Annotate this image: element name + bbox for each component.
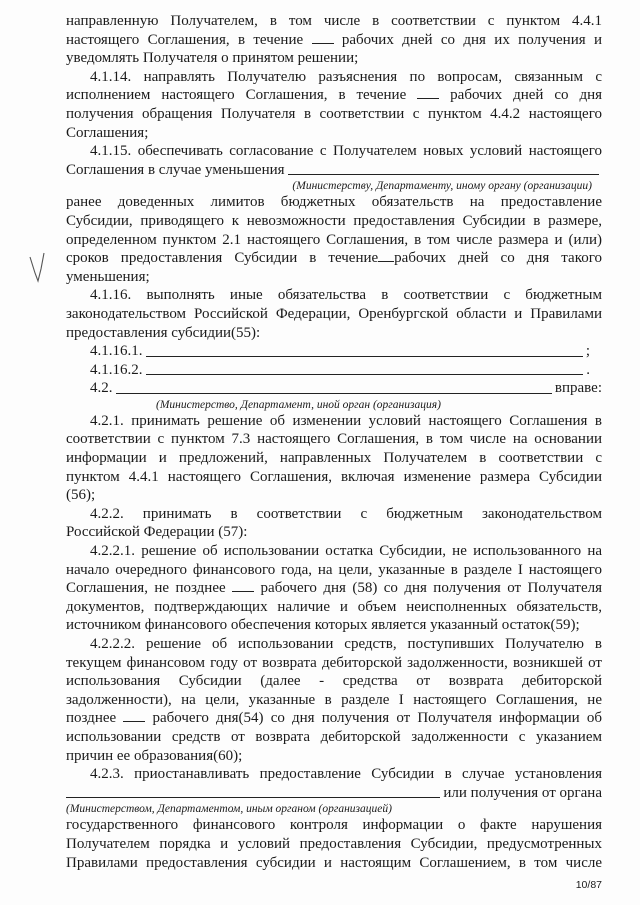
page-number: 10/87	[575, 879, 602, 891]
clause-4-1-16-2: 4.1.16.2. .	[90, 361, 590, 378]
text-line: уменьшения;	[66, 268, 150, 285]
text-line: сроков предоставления Субсидии в течение рабочих дней со дня такого	[66, 250, 602, 267]
clause-4-2-2: 4.2.2. принимать в соответствии с бюджетным законодательством	[90, 505, 602, 522]
text-line: определенном пунктом 2.1 настоящего Соглашения, в том числе размера и (или)	[66, 231, 602, 248]
text-line: исполнением настоящего Соглашения, в течение рабочих дней со дня	[66, 87, 603, 104]
clause-4-2-1: 4.2.1. принимать решение об изменении условий настоящего Соглашения в	[90, 412, 602, 429]
text-line: Получателем порядка и условий предоставления Субсидии, предусмотренных	[66, 835, 602, 852]
text-line: позднее рабочего дня(54) со дня получения от Получателя информации об	[66, 710, 602, 727]
text-line: предоставления субсидии(55):	[66, 324, 261, 341]
field-caption: (Министерству, Департаменту, иному органу (организации)	[292, 180, 592, 193]
text-line: (56);	[66, 487, 96, 504]
text-line: информации и предложений, направленных Получателем в соответствии с	[66, 450, 602, 467]
text-line: настоящего Соглашения, в течение рабочих дней со дня их получения и	[66, 31, 603, 48]
document-page	[66, 12, 602, 872]
field-caption: (Министерство, Департамент, иной орган (организация)	[156, 398, 441, 411]
text-line: начало очередного финансового года, на цели, указанные в разделе I настоящего	[66, 561, 602, 578]
text-line: задолженности), на цели, указанные в разделе I настоящего Соглашения, не	[66, 691, 602, 708]
text-line: Субсидии, приводящего к невозможности предоставления Субсидии в размере,	[66, 212, 602, 229]
field-caption: (Министерством, Департаментом, иным органом (организацией)	[66, 803, 392, 816]
text-line: использования Субсидии (далее - средства от возврата дебиторской	[66, 673, 602, 690]
text-line: получения обращения Получателя в соответствии с пунктом 4.4.2 настоящего	[66, 105, 602, 122]
text-line: Соглашения в случае уменьшения	[66, 161, 602, 180]
text-line: уведомлять Получателя о принятом решении;	[66, 50, 359, 67]
text-line: использовании средств от возврата дебиторской задолженности с указанием	[66, 728, 602, 745]
text-line: Соглашения, не позднее рабочего дня (58) со дня получения от Получателя	[66, 580, 603, 597]
text-line: ранее доведенных лимитов бюджетных обязательств на предоставление	[66, 194, 602, 211]
clause-4-2-2-2: 4.2.2.2. решение об использовании средств, поступивших Получателю в	[90, 636, 602, 652]
text-line: соответствии с пунктом 7.3 настоящего Соглашения, в том числе на основании	[66, 431, 602, 448]
clause-4-2-3: 4.2.3. приостанавливать предоставление Субсидии в случае установления	[90, 766, 602, 783]
text-line: документов, подтверждающих наличие и объем неисполненных обязательств,	[66, 598, 602, 615]
clause-4-2: 4.2. вправе:	[90, 380, 602, 397]
text-line: источником финансового обеспечения которых является указанный остаток(59);	[66, 617, 580, 634]
text-line: или получения от органа	[66, 784, 602, 803]
clause-4-1-15: 4.1.15. обеспечивать согласование с Получателем новых условий настоящего	[90, 143, 602, 160]
handwritten-check-mark	[28, 251, 50, 285]
text-line: текущем финансовом году от возврата дебиторской задолженности, возникшей от	[66, 654, 602, 671]
text-line: законодательством Российской Федерации, Оренбургской области и Правилами	[66, 305, 602, 322]
text-line: Соглашения;	[66, 124, 149, 141]
clause-4-1-16-1: 4.1.16.1. ;	[90, 343, 590, 360]
text-line: Российской Федерации (57):	[66, 524, 248, 541]
text-line: государственного финансового контроля информации о факте нарушения	[66, 817, 602, 834]
clause-4-1-16: 4.1.16. выполнять иные обязательства в соответствии с бюджетным	[90, 287, 602, 304]
text-line: Правилами предоставления субсидии и настоящим Соглашением, в том числе	[66, 854, 602, 871]
text-line: направленную Получателем, в том числе в соответствии с пунктом 4.4.1	[66, 13, 602, 29]
clause-4-2-2-1: 4.2.2.1. решение об использовании остатка Субсидии, не использованного на	[90, 543, 602, 560]
clause-4-1-14: 4.1.14. направлять Получателю разъяснения по вопросам, связанным с	[90, 68, 602, 85]
text-line: причин ее образования(60);	[66, 747, 243, 764]
text-line: пунктом 4.4.1 настоящего Соглашения, включая изменение размера Субсидии	[66, 468, 602, 485]
